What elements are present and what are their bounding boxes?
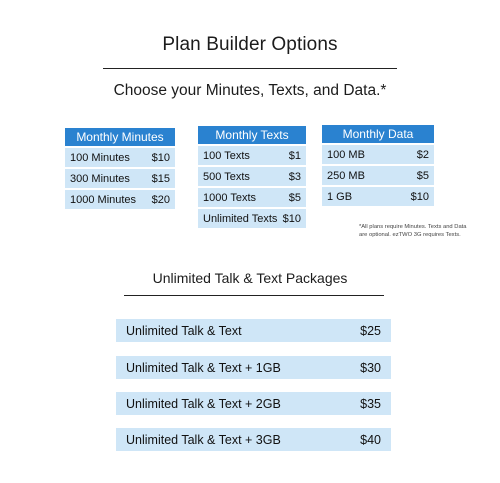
option-price: $2 — [416, 148, 429, 161]
packages-divider — [124, 295, 384, 296]
option-label: 300 Minutes — [70, 172, 130, 185]
package-label: Unlimited Talk & Text + 2GB — [126, 396, 281, 411]
texts-option-500[interactable] — [198, 167, 306, 186]
package-label: Unlimited Talk & Text — [126, 323, 242, 338]
option-price: $3 — [288, 170, 301, 183]
option-price: $10 — [151, 151, 170, 164]
option-price: $10 — [410, 190, 429, 203]
option-label: 250 MB — [327, 169, 365, 182]
option-price: $1 — [288, 149, 301, 162]
texts-option-unlimited[interactable] — [198, 209, 306, 228]
data-option-1gb[interactable] — [322, 187, 434, 206]
package-price: $40 — [360, 432, 381, 447]
minutes-option-1000[interactable] — [65, 190, 175, 209]
data-option-100mb[interactable] — [322, 145, 434, 164]
option-label: 500 Texts — [203, 170, 250, 183]
page-subtitle: Choose your Minutes, Texts, and Data.* — [113, 82, 387, 99]
data-table-header: Monthly Data — [322, 125, 434, 143]
option-label: 1000 Minutes — [70, 193, 137, 206]
title-divider — [103, 68, 397, 69]
packages-title: Unlimited Talk & Text Packages — [152, 270, 348, 286]
minutes-table — [65, 128, 175, 211]
package-unlimited-talk-text[interactable] — [116, 319, 391, 342]
option-label: 100 MB — [327, 148, 365, 161]
minutes-option-100[interactable] — [65, 148, 175, 167]
package-price: $25 — [360, 323, 381, 338]
package-unlimited-2gb[interactable] — [116, 392, 391, 415]
texts-option-100[interactable] — [198, 146, 306, 165]
option-price: $15 — [151, 172, 170, 185]
minutes-table-header: Monthly Minutes — [65, 128, 175, 146]
package-unlimited-3gb[interactable] — [116, 428, 391, 451]
option-price: $20 — [151, 193, 170, 206]
option-label: 1 GB — [327, 190, 353, 203]
option-price: $10 — [282, 212, 301, 225]
texts-table-header: Monthly Texts — [198, 126, 306, 144]
texts-option-1000[interactable] — [198, 188, 306, 207]
package-unlimited-1gb[interactable] — [116, 356, 391, 379]
option-price: $5 — [288, 191, 301, 204]
texts-table — [198, 126, 306, 230]
package-label: Unlimited Talk & Text + 3GB — [126, 432, 281, 447]
package-price: $30 — [360, 360, 381, 375]
data-table — [322, 125, 434, 208]
plan-footnote: *All plans require Minutes. Texts and Data are optional. ezTWO 3G requires Texts. — [359, 224, 467, 238]
page-title: Plan Builder Options — [162, 34, 338, 55]
minutes-option-300[interactable] — [65, 169, 175, 188]
option-label: 1000 Texts — [203, 191, 257, 204]
data-option-250mb[interactable] — [322, 166, 434, 185]
package-price: $35 — [360, 396, 381, 411]
option-label: 100 Minutes — [70, 151, 130, 164]
package-label: Unlimited Talk & Text + 1GB — [126, 360, 281, 375]
option-label: 100 Texts — [203, 149, 250, 162]
option-label: Unlimited Texts — [203, 212, 278, 225]
option-price: $5 — [416, 169, 429, 182]
